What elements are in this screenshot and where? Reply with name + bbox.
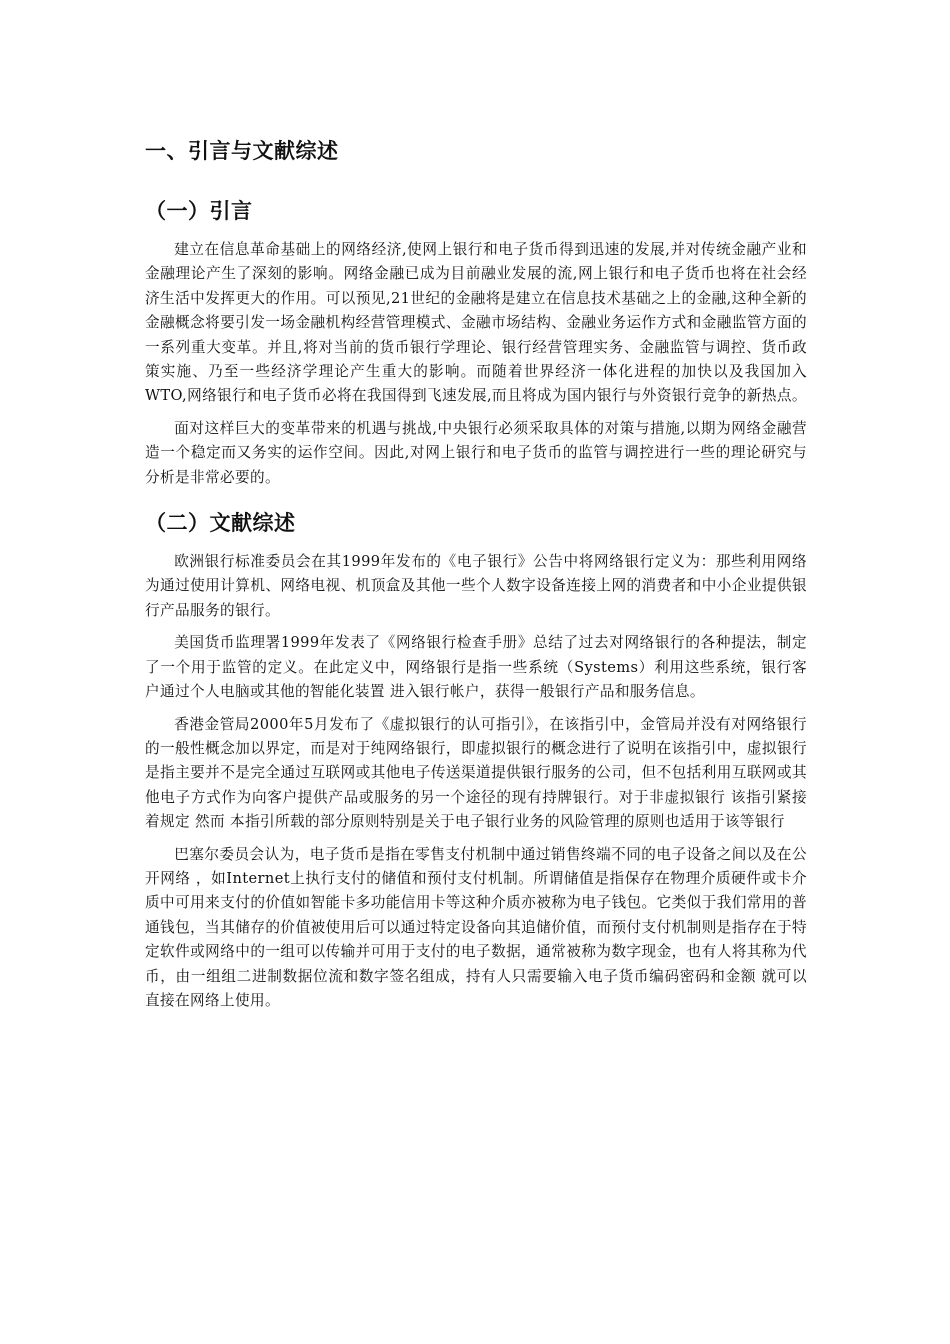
- paragraph-review-hkma: 香港金管局2000年5月发布了《虚拟银行的认可指引》，在该指引中，金管局并没有对网络银行的一般性概念加以界定，而是对于纯网络银行，即虚拟银行的概念进行了说明在该指引中，虚拟银行是指主要并不是完全通过互联网或其他电子传送渠道提供银行服务的公司，但不包括利用互联网或其他电子方式作为向客户提供产品或服务的另一个途径的现有持牌银行。对于非虚拟银行 该指引紧接着规定 然而 本指引所载的部分原则特别是关于电子银行业务的风险管理的原则也适用于该等银行: [145, 715, 807, 831]
- paragraph-review-european-banking: 欧洲银行标准委员会在其1999年发布的《电子银行》公告中将网络银行定义为：那些利用网络为通过使用计算机、网络电视、机顶盒及其他一些个人数字设备连接上网的消费者和中小企业提供银行产品服务的银行。: [145, 553, 807, 619]
- paragraph-review-us-occ: 美国货币监理署1999年发表了《网络银行检查手册》总结了过去对网络银行的各种提法，制定了一个用于监管的定义。在此定义中，网络银行是指一些系统（Systems）利用这些系统，银行客户通过个人电脑或其他的智能化装置 进入银行帐户，获得一般银行产品和服务信息。: [145, 634, 807, 701]
- paragraph-introduction-2: 面对这样巨大的变革带来的机遇与挑战,中央银行必须采取具体的对策与措施,以期为网络金融营造一个稳定而又务实的运作空间。因此,对网上银行和电子货币的监管与调控进行一些的理论研究与分析是非常必要的。: [145, 419, 807, 486]
- paragraph-introduction-1: 建立在信息革命基础上的网络经济,使网上银行和电子货币得到迅速的发展,并对传统金融产业和金融理论产生了深刻的影响。网络金融已成为目前融业发展的流,网上银行和电子货币也将在社会经济生活中发挥更大的作用。可以预见,21世纪的金融将是建立在信息技术基础之上的金融,这种全新的金融概念将要引发一场金融机构经营管理模式、金融市场结构、金融业务运作方式和金融监管方面的一系列重大变革。并且,将对当前的货币银行学理论、银行经营管理实务、金融监管与调控、货币政策实施、乃至一些经济学理论产生重大的影响。而随着世界经济一体化进程的加快以及我国加入WTO,网络银行和电子货币必将在我国得到飞速发展,而且将成为国内银行与外资银行竞争的新热点。: [145, 241, 807, 405]
- section-heading-introduction-and-review: 一、引言与文献综述: [145, 139, 339, 163]
- paragraph-review-basel: 巴塞尔委员会认为，电子货币是指在零售支付机制中通过销售终端不同的电子设备之间以及在公开网络 ，如Internet上执行支付的储值和预付支付机制。所谓储值是指保存在物理介质硬件或卡介质中可用来支付的价值如智能卡多功能信用卡等这种介质亦被称为电子钱包。它类似于我们常用的普通钱包，当其储存的价值被使用后可以通过特定设备向其追储价值，而预付支付机制则是指存在于特定软件或网络中的一组可以传输并可用于支付的电子数据，通常被称为数字现金，也有人将其称为代币，由一组组二进制数据位流和数字签名组成，持有人只需要输入电子货币编码密码和金额 就可以直接在网络上使用。: [145, 845, 807, 1009]
- subsection-heading-introduction: （一）引言: [145, 199, 253, 223]
- document-body: [145, 136, 807, 1021]
- subsection-heading-literature-review: （二）文献综述: [145, 511, 296, 536]
